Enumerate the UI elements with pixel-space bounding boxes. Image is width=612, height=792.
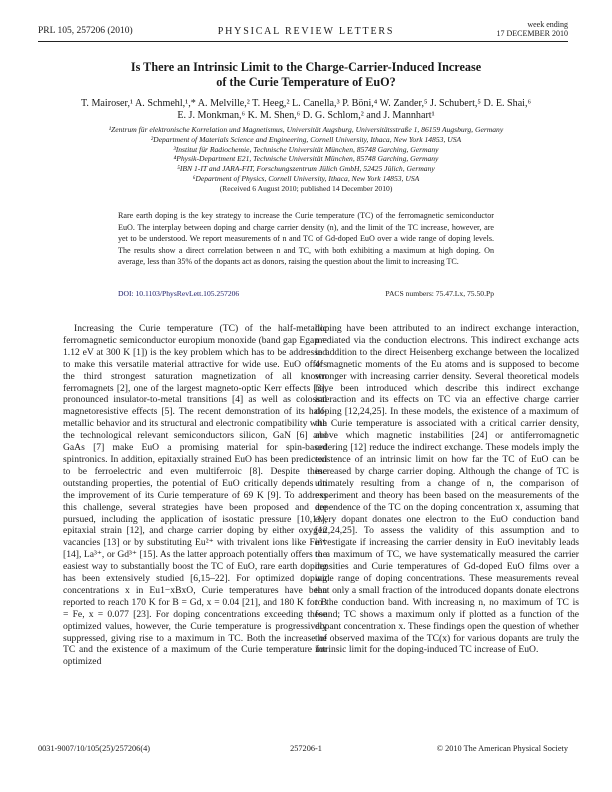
authors-line-2: E. J. Monkman,⁶ K. M. Shen,⁶ D. G. Schlom,² and J. Mannhart¹: [177, 110, 435, 121]
week-ending: [496, 20, 568, 38]
footer-code: 0031-9007/10/105(25)/257206(4): [38, 744, 150, 753]
affiliations: [30, 125, 582, 194]
header-rule: [38, 41, 568, 42]
body-paragraph: doping have been attributed to an indirect exchange interaction, mediated via the conduction electrons. This indirect exchange acts in addition to the direct Heisenberg exchange between the localized 4f magnetic moments of the Eu atoms and is supposed to become stronger with increasing carrier density. Several theoretical models have been introduced which describe this indirect exchange interaction and its effects on TC via an effective charge carrier doping [12,24,25]. In these models, the existence of a maximum of the Curie temperature is associated with a critical carrier density, above which magnetic instabilities [24] or antiferromagnetic ordering [12] reduce the indirect exchange. These models imply the existence of an intrinsic limit on how far the TC of EuO can be increased by charge carrier doping. Although the change of TC is ultimately resulting from a change of n, the comparison of experiment and theory has been based on the measurements of the dependence of the TC on the doping concentration x, assuming that every dopant donates one electron to the EuO conduction band [12,24,25]. To assess the validity of this assumption and to investigate if increasing the carrier density in EuO inevitably leads to a maximum of TC, we have systematically measured the carrier densities and Curie temperatures of Gd-doped EuO films over a wide range of doping concentrations. These measurements reveal that only a small fraction of the introduced dopants donate electrons to the conduction band. With increasing n, no maximum of TC is found; TC shows a maximum only if plotted as a function of the dopant concentration x. These findings open the question of whether the observed maxima of the TC(x) for various dopants are truly the intrinsic limit for the doping-induced TC increase of EuO.: [315, 323, 579, 656]
body-column-left: [63, 323, 327, 668]
affiliation: ⁶Department of Physics, Cornell University, Ithaca, New York 14853, USA: [192, 173, 420, 183]
title-line-2: of the Curie Temperature of EuO?: [216, 74, 396, 89]
affiliation: ¹Zentrum für elektronische Korrelation und Magnetismus, Universität Augsburg, Universitätsstraße 1, 86159 Augsburg, Germany: [108, 125, 504, 134]
copyright: © 2010 The American Physical Society: [436, 744, 568, 753]
authors-line-1: T. Mairoser,¹ A. Schmehl,¹,* A. Melville,² T. Heeg,² L. Canella,³ P. Böni,⁴ W. Zander,⁵ J. Schubert,⁵ D. E. Shai,⁶: [80, 98, 532, 109]
affiliation: ²Department of Materials Science and Engineering, Cornell University, Ithaca, New York 14853, USA: [150, 134, 462, 144]
title-line-1: Is There an Intrinsic Limit to the Charge-Carrier-Induced Increase: [130, 60, 482, 74]
week-ending-label: week ending: [527, 20, 568, 29]
affiliation: ³Institut für Radiochemie, Technische Universität München, 85748 Garching, Germany: [173, 144, 439, 154]
paper-title: [60, 60, 552, 89]
page-number: 257206-1: [290, 744, 322, 753]
journal-reference: PRL 105, 257206 (2010): [38, 26, 133, 36]
pacs-numbers: PACS numbers: 75.47.Lx, 75.50.Pp: [385, 289, 494, 298]
week-ending-date: 17 DECEMBER 2010: [496, 29, 568, 38]
journal-name: PHYSICAL REVIEW LETTERS: [217, 26, 395, 37]
received-date: (Received 6 August 2010; published 14 December 2010): [219, 183, 393, 193]
abstract: Rare earth doping is the key strategy to increase the Curie temperature (TC) of the ferromagnetic semiconductor EuO. The interplay between doping and charge carrier density (n), and the limit of the TC increase, however, are yet to be understood. We report measurements of n and TC of Gd-doped EuO over a wide range of doping levels. The results show a direct correlation between n and TC, with both exhibiting a maximum at high doping. On average, less than 35% of the dopants act as donors, raising the question about the limit to increasing TC.: [118, 211, 494, 267]
affiliation: ⁵IBN 1-IT and JARA-FIT, Forschungszentrum Jülich GmbH, 52425 Jülich, Germany: [177, 164, 435, 174]
body-column-right: [315, 323, 579, 656]
doi-link[interactable]: DOI: 10.1103/PhysRevLett.105.257206: [118, 289, 240, 298]
author-list: [50, 98, 562, 122]
affiliation: ⁴Physik-Department E21, Technische Universität München, 85748 Garching, Germany: [173, 154, 439, 164]
body-paragraph: Increasing the Curie temperature (TC) of the half-metallic ferromagnetic semiconductor europium monoxide (band gap Egap = 1.12 eV at 300 K [1]) is the key problem which has to be addressed to make this versatile material attractive for wide use. EuO offers the third strongest saturation magnetization of all known ferromagnets [2], one of the largest magneto-optic Kerr effects [3], pronounced insulator-to-metal transitions [4] as well as colossal magnetoresistive effects [5]. The recent demonstration of its half-metallic behavior and its structural and electronic compatibility with the technological relevant semiconductors silicon, GaN [6] and GaAs [7] make EuO a promising material for spin-based spintronics. In addition, epitaxially strained EuO has been predicted to be ferroelectric and even multiferroic [8]. Despite these outstanding properties, the potential of EuO critically depends on the improvement of its Curie temperature of 69 K [9]. To address this challenge, several strategies have been proposed and are pursued, including the application of isostatic pressure [10,11], epitaxial strain [12], and charge carrier doping by either oxygen vacancies [13] or by substituting Eu²⁺ with trivalent ions like Fe³⁺ [14], La³⁺, or Gd³⁺ [15]. As the latter approach potentially offers the easiest way to substantially boost the TC of EuO, rare earth doping has been extensively studied [6,15–22]. For optimized doping concentrations x in Eu1−xBxO, Curie temperatures have been reported to reach 170 K for B = Gd, x = 0.04 [21], and 180 K for B = Fe, x = 0.077 [23]. For doping concentrations exceeding these optimized values, however, the Curie temperature is progressively suppressed, giving rise to a maximum in TC. Both the increase of TC and the existence of a maximum of the Curie temperature for optimized: [63, 323, 327, 668]
